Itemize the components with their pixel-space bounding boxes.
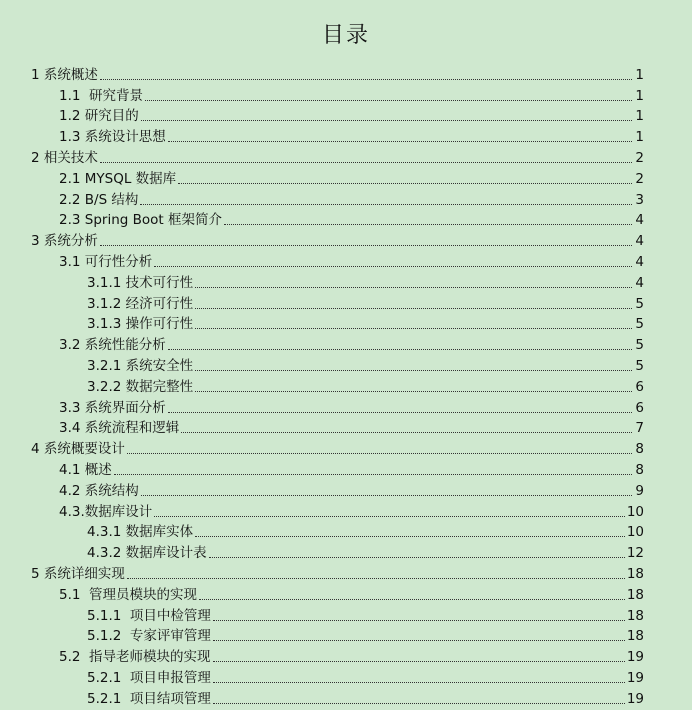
- toc-entry-page-number: 19: [626, 669, 644, 686]
- dot-leader: [141, 494, 632, 496]
- toc-entry-text: 3.1.1 技术可行性: [87, 274, 194, 291]
- toc-entry-page-number: 18: [626, 586, 644, 603]
- toc-entry[interactable]: [0, 272, 692, 293]
- toc-entry[interactable]: [0, 376, 692, 397]
- toc-entry-page-number: 5: [635, 295, 644, 312]
- toc-entry-text: 1 系统概述: [31, 66, 98, 83]
- toc-entry[interactable]: [0, 106, 692, 127]
- toc-entry-page-number: 8: [635, 461, 644, 478]
- toc-entry-text: 1.3 系统设计思想: [59, 129, 166, 146]
- toc-entry-page-number: 1: [635, 66, 644, 83]
- toc-entry[interactable]: [0, 459, 692, 480]
- toc-entry[interactable]: [0, 85, 692, 106]
- toc-entry[interactable]: [0, 646, 692, 667]
- dot-leader: [178, 182, 632, 184]
- dot-leader: [168, 411, 632, 413]
- toc-entry-text: 1.1 研究背景: [59, 87, 144, 104]
- toc-entry-page-number: 18: [626, 565, 644, 582]
- toc-entry-page-number: 10: [626, 503, 644, 520]
- toc-entry[interactable]: [0, 418, 692, 439]
- toc-entry-page-number: 5: [635, 316, 644, 333]
- toc-entry[interactable]: [0, 522, 692, 543]
- page-title: 目录: [321, 23, 370, 48]
- toc-entry-page-number: 18: [626, 607, 644, 624]
- dot-leader: [195, 535, 625, 537]
- toc-entry-text: 3.3 系统界面分析: [59, 399, 166, 416]
- toc-entry-page-number: 8: [635, 441, 644, 458]
- toc-entry[interactable]: [0, 397, 692, 418]
- toc-entry-text: 5.1 管理员模块的实现: [59, 586, 198, 603]
- toc-entry-page-number: 12: [626, 545, 644, 562]
- toc-entry[interactable]: [0, 168, 692, 189]
- toc-entry-text: 3.1.2 经济可行性: [87, 295, 194, 312]
- toc-entry[interactable]: [0, 334, 692, 355]
- dot-leader: [154, 515, 625, 517]
- toc-entry-text: 3 系统分析: [31, 233, 98, 250]
- toc-entry-page-number: 6: [635, 378, 644, 395]
- toc-entry[interactable]: [0, 563, 692, 584]
- dot-leader: [100, 161, 632, 163]
- dot-leader: [168, 348, 632, 350]
- toc-entry-text: 5.2.1 项目结项管理: [87, 690, 211, 707]
- toc-entry-text: 3.1 可行性分析: [59, 253, 153, 270]
- dot-leader: [154, 265, 632, 267]
- toc-entry[interactable]: [0, 667, 692, 688]
- toc-entry-page-number: 1: [635, 108, 644, 125]
- toc-entry-page-number: 3: [635, 191, 644, 208]
- dot-leader: [195, 390, 632, 392]
- table-of-contents: [0, 64, 692, 709]
- toc-entry[interactable]: [0, 314, 692, 335]
- toc-entry[interactable]: [0, 210, 692, 231]
- dot-leader: [127, 577, 625, 579]
- toc-entry[interactable]: [0, 64, 692, 85]
- dot-leader: [195, 307, 632, 309]
- toc-entry[interactable]: [0, 126, 692, 147]
- dot-leader: [195, 327, 632, 329]
- toc-entry-page-number: 9: [635, 482, 644, 499]
- toc-entry[interactable]: [0, 688, 692, 709]
- toc-entry-text: 5.2 指导老师模块的实现: [59, 649, 211, 666]
- toc-entry[interactable]: [0, 147, 692, 168]
- toc-entry[interactable]: [0, 584, 692, 605]
- dot-leader: [213, 619, 625, 621]
- toc-entry-page-number: 19: [626, 649, 644, 666]
- toc-entry[interactable]: [0, 293, 692, 314]
- dot-leader: [181, 431, 632, 433]
- toc-entry-text: 5.1.1 项目中检管理: [87, 607, 211, 624]
- toc-entry-page-number: 1: [635, 87, 644, 104]
- dot-leader: [195, 369, 632, 371]
- toc-entry[interactable]: [0, 501, 692, 522]
- toc-entry-text: 2.3 Spring Boot 框架简介: [59, 212, 222, 229]
- toc-entry-text: 3.2 系统性能分析: [59, 337, 166, 354]
- dot-leader: [168, 140, 632, 142]
- toc-entry-page-number: 6: [635, 399, 644, 416]
- toc-entry-page-number: 1: [635, 129, 644, 146]
- toc-entry-text: 4.3.1 数据库实体: [87, 524, 194, 541]
- toc-entry[interactable]: [0, 355, 692, 376]
- toc-entry-text: 3.1.3 操作可行性: [87, 316, 194, 333]
- dot-leader: [140, 203, 632, 205]
- toc-entry-page-number: 19: [626, 690, 644, 707]
- toc-entry-page-number: 5: [635, 357, 644, 374]
- dot-leader: [145, 99, 632, 101]
- toc-entry-page-number: 2: [635, 149, 644, 166]
- dot-leader: [114, 473, 632, 475]
- dot-leader: [195, 286, 632, 288]
- toc-entry-page-number: 4: [635, 212, 644, 229]
- dot-leader: [224, 223, 632, 225]
- toc-entry-page-number: 4: [635, 253, 644, 270]
- dot-leader: [213, 639, 625, 641]
- dot-leader: [209, 556, 625, 558]
- toc-entry-text: 5 系统详细实现: [31, 565, 125, 582]
- dot-leader: [199, 598, 625, 600]
- toc-entry-page-number: 2: [635, 170, 644, 187]
- toc-entry[interactable]: [0, 189, 692, 210]
- toc-entry-text: 1.2 研究目的: [59, 108, 139, 125]
- toc-entry[interactable]: [0, 438, 692, 459]
- dot-leader: [100, 78, 632, 80]
- toc-entry[interactable]: [0, 605, 692, 626]
- toc-entry-text: 3.2.2 数据完整性: [87, 378, 194, 395]
- toc-entry-page-number: 4: [635, 274, 644, 291]
- toc-entry-text: 2.2 B/S 结构: [59, 191, 139, 208]
- toc-entry[interactable]: [0, 480, 692, 501]
- dot-leader: [100, 244, 632, 246]
- dot-leader: [213, 681, 625, 683]
- dot-leader: [213, 702, 625, 704]
- toc-entry-text: 5.2.1 项目申报管理: [87, 669, 211, 686]
- toc-entry-page-number: 4: [635, 233, 644, 250]
- toc-entry-page-number: 18: [626, 628, 644, 645]
- dot-leader: [141, 119, 632, 121]
- toc-entry[interactable]: [0, 542, 692, 563]
- toc-entry-text: 4.3.2 数据库设计表: [87, 545, 207, 562]
- dot-leader: [213, 660, 625, 662]
- toc-entry-text: 4 系统概要设计: [31, 441, 125, 458]
- dot-leader: [127, 452, 632, 454]
- toc-entry-text: 2 相关技术: [31, 149, 98, 166]
- toc-entry[interactable]: [0, 251, 692, 272]
- toc-entry-text: 3.2.1 系统安全性: [87, 357, 194, 374]
- toc-entry-text: 4.3.数据库设计: [59, 503, 153, 520]
- toc-entry-page-number: 7: [635, 420, 644, 437]
- toc-entry-text: 3.4 系统流程和逻辑: [59, 420, 180, 437]
- toc-entry[interactable]: [0, 230, 692, 251]
- toc-entry-text: 4.1 概述: [59, 461, 112, 478]
- toc-entry-page-number: 5: [635, 337, 644, 354]
- toc-entry[interactable]: [0, 626, 692, 647]
- toc-entry-text: 5.1.2 专家评审管理: [87, 628, 211, 645]
- toc-entry-text: 2.1 MYSQL 数据库: [59, 170, 177, 187]
- toc-entry-text: 4.2 系统结构: [59, 482, 139, 499]
- toc-entry-page-number: 10: [626, 524, 644, 541]
